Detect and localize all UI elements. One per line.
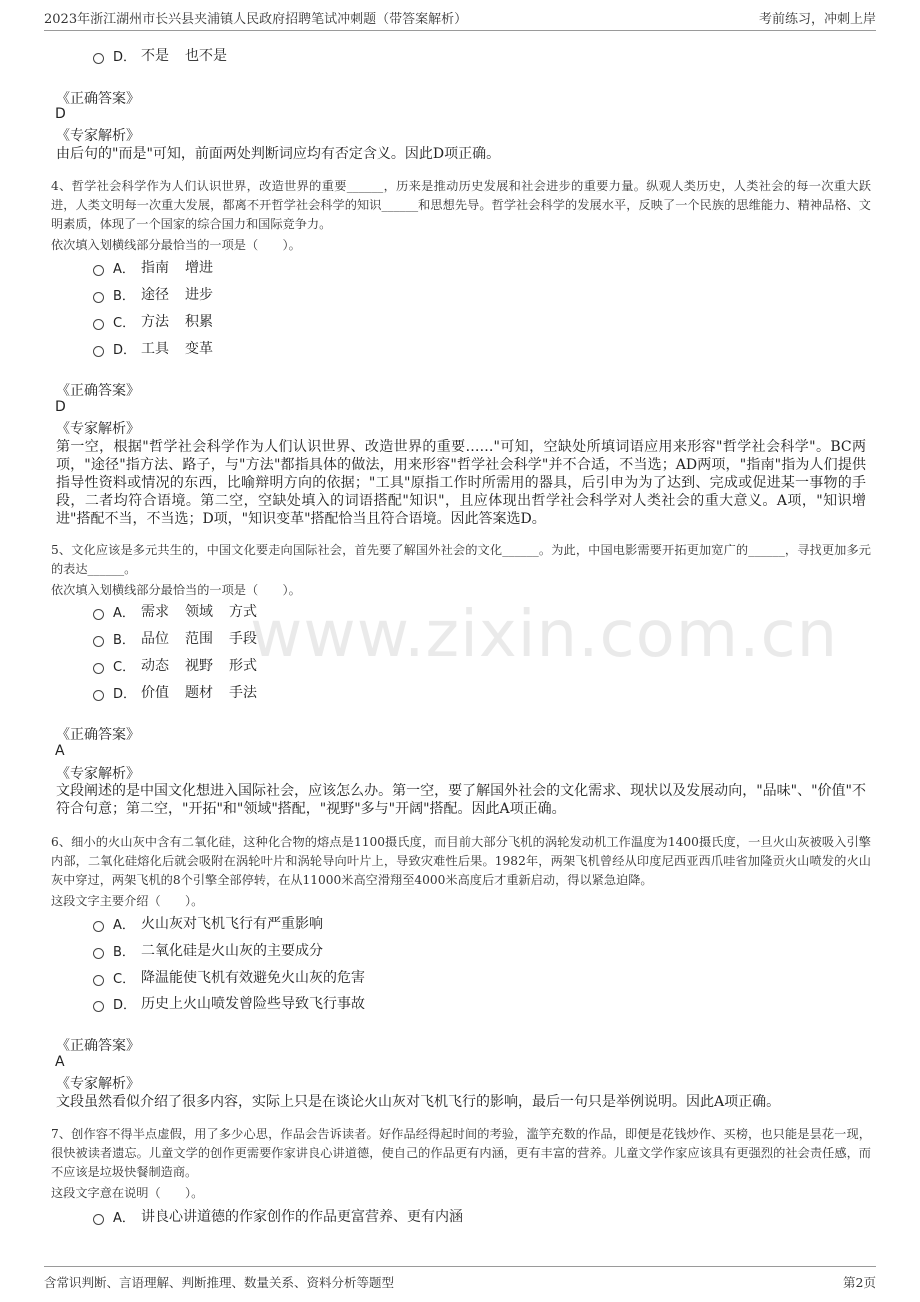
answer-value: A [55, 1054, 65, 1070]
question-4-stem: 4、哲学社会科学作为人们认识世界，改造世界的重要______，历来是推动历史发展和社会进步的重要力量。纵观人类历史，人类社会的每一次重大跃进，人类文明每一次重大发展，都离不开哲学社会科学的知识______和思想先导。哲学社会科学的发展水平，反映了一个民族的思维能力、精神品格、文明素质，体现了一个国家的综合国力和国际竞争力。 [51, 179, 871, 231]
answer-value: D [55, 399, 66, 415]
radio-icon[interactable] [93, 948, 104, 959]
q6-option-a[interactable]: A． 火山灰对飞机飞行有严重影响 [93, 912, 339, 934]
radio-icon[interactable] [93, 1001, 104, 1012]
answer-label: 《正确答案》 [56, 91, 140, 107]
answer-label: 《正确答案》 [56, 1038, 140, 1054]
question-6-stem: 6、细小的火山灰中含有二氧化硅，这种化合物的熔点是1100摄氏度，而目前大部分飞机的涡轮发动机工作温度为1400摄氏度，一旦火山灰被吸入引擎内部，二氧化硅熔化后就会吸附在涡轮叶片和涡轮导向叶片上，导致灾难性后果。1982年，两架飞机曾经从印度尼西亚西爪哇省加隆贡火山喷发的火山灰中穿过，两架飞机的8个引擎全部停转，在从11000米高空滑翔至4000米高度后才重新启动，得以紧急迫降。 [51, 835, 871, 887]
footer-topics: 含常识判断、言语理解、判断推理、数量关系、资料分析等题型 [44, 1275, 395, 1290]
page-footer [44, 1266, 876, 1291]
radio-icon[interactable] [93, 53, 104, 64]
answer-label: 《正确答案》 [56, 727, 140, 743]
question-7-prompt: 这段文字意在说明（ ）。 [51, 1186, 204, 1200]
question-5-prompt: 依次填入划横线部分最恰当的一项是（ ）。 [51, 583, 301, 597]
q5-option-a[interactable]: A． 需求 领域 方式 [93, 600, 273, 622]
analysis-label: 《专家解析》 [56, 421, 140, 437]
q5-option-d[interactable]: D． 价值 题材 手法 [93, 681, 273, 703]
analysis-text: 第一空，根据"哲学社会科学作为人们认识世界、改造世界的重要……"可知，空缺处所填词语应用来形容"哲学社会科学"。BC两项，"途径"指方法、路子，与"方法"都指具体的做法，用来形容"哲学社会科学"并不合适，不当选；AD两项，"指南"指为人们提供指导性资料或情况的东西，比喻辩明方向的依据；"工具"原指工作时所需用的器具，后引申为为了达到、完成或促进某一事物的手段，二者均符合语境。第二空，空缺处填入的词语搭配"知识"，且应体现出哲学社会科学对人类社会的重大意义。A项，"知识增进"搭配不当，不当选；D项，"知识变革"搭配恰当且符合语境。因此答案选D。 [56, 439, 866, 527]
question-6-prompt: 这段文字主要介绍（ ）。 [51, 894, 204, 908]
radio-icon[interactable] [93, 292, 104, 303]
analysis-label: 《专家解析》 [56, 766, 140, 782]
q4-option-d[interactable]: D． 工具 变革 [93, 337, 229, 359]
analysis-text: 文段虽然看似介绍了很多内容，实际上只是在谈论火山灰对飞机飞行的影响，最后一句只是举例说明。因此A项正确。 [56, 1094, 781, 1110]
analysis-label: 《专家解析》 [56, 1076, 140, 1092]
analysis-label: 《专家解析》 [56, 128, 140, 144]
question-4-prompt: 依次填入划横线部分最恰当的一项是（ ）。 [51, 238, 301, 252]
radio-icon[interactable] [93, 319, 104, 330]
q5-option-c[interactable]: C． 动态 视野 形式 [93, 654, 273, 676]
page-number: 第2页 [843, 1275, 876, 1290]
q3-option-d[interactable]: D． 不是 也不是 [93, 44, 243, 66]
q7-option-a[interactable]: A． 讲良心讲道德的作家创作的作品更富营养、更有内涵 [93, 1205, 479, 1227]
answer-label: 《正确答案》 [56, 383, 140, 399]
answer-value: A [55, 743, 65, 759]
radio-icon[interactable] [93, 921, 104, 932]
question-7-stem: 7、创作容不得半点虚假，用了多少心思，作品会告诉读者。好作品经得起时间的考验，滥竽充数的作品，即便是花钱炒作、买榜，也只能是昙花一现，很快被读者遗忘。儿童文学的创作更需要作家讲良心讲道德，使自己的作品更有内涵，更有丰富的营养。儿童文学作家应该具有更强烈的社会责任感，而不应该是垃圾快餐制造商。 [51, 1127, 871, 1179]
q4-option-b[interactable]: B． 途径 进步 [93, 283, 229, 305]
radio-icon[interactable] [93, 609, 104, 620]
watermark: www.zixin.com.cn [250, 598, 839, 672]
q4-option-c[interactable]: C． 方法 积累 [93, 310, 229, 332]
radio-icon[interactable] [93, 265, 104, 276]
radio-icon[interactable] [93, 975, 104, 986]
q6-option-c[interactable]: C． 降温能使飞机有效避免火山灰的危害 [93, 966, 381, 988]
radio-icon[interactable] [93, 690, 104, 701]
analysis-text: 文段阐述的是中国文化想进入国际社会，应该怎么办。第一空，要了解国外社会的文化需求、现状以及发展动向，"品味"、"价值"不符合句意；第二空，"开拓"和"领域"搭配，"视野"多与"开阔"搭配。因此A项正确。 [56, 783, 866, 817]
radio-icon[interactable] [93, 1214, 104, 1225]
q6-option-b[interactable]: B． 二氧化硅是火山灰的主要成分 [93, 939, 339, 961]
q5-option-b[interactable]: B． 品位 范围 手段 [93, 627, 273, 649]
document-title: 2023年浙江湖州市长兴县夹浦镇人民政府招聘笔试冲刺题（带答案解析） [44, 12, 468, 27]
analysis-text: 由后句的"而是"可知，前面两处判断词应均有否定含义。因此D项正确。 [56, 146, 501, 162]
radio-icon[interactable] [93, 346, 104, 357]
question-5-stem: 5、文化应该是多元共生的，中国文化要走向国际社会，首先要了解国外社会的文化______。为此，中国电影需要开拓更加宽广的______，寻找更加多元的表达______。 [51, 543, 871, 576]
q6-option-d[interactable]: D． 历史上火山喷发曾险些导致飞行事故 [93, 992, 381, 1014]
radio-icon[interactable] [93, 636, 104, 647]
page-header [44, 8, 876, 31]
radio-icon[interactable] [93, 663, 104, 674]
q4-option-a[interactable]: A． 指南 增进 [93, 256, 229, 278]
header-slogan: 考前练习，冲刺上岸 [758, 12, 876, 27]
answer-value: D [55, 106, 66, 122]
